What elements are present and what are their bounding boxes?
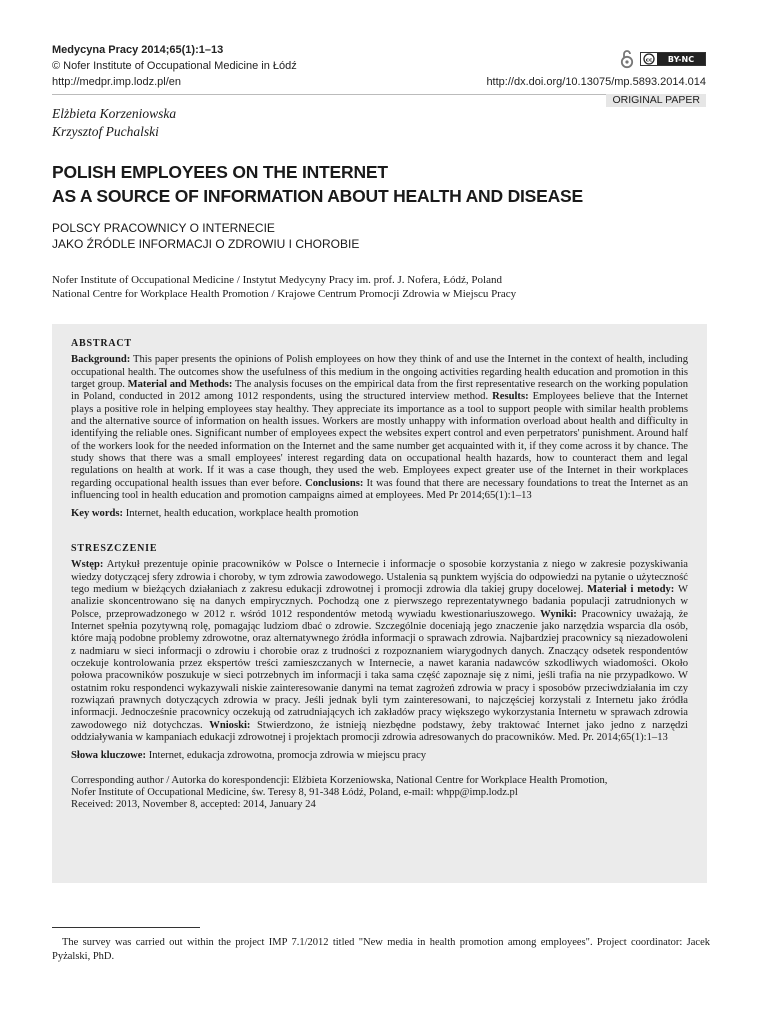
- slowa-kluczowe-label: Słowa kluczowe:: [71, 750, 147, 762]
- abstract-keywords: [71, 508, 688, 520]
- streszczenie-wnioski-text: Stwierdzono, że istnieją niezbędne podstawy, żeby traktować Internet jako jedno z narzędzi oddziaływania w kampaniach edukacji zdrowotnej i projektach promocji zdrowia adresowanych do pracowników. Med. Pr. 2014;65(1):1–13: [71, 719, 688, 743]
- svg-text:cc: cc: [645, 57, 653, 64]
- streszczenie-keywords: [71, 750, 688, 762]
- abstract-background-label: Background:: [71, 354, 131, 366]
- streszczenie-wstep-text: Artykuł prezentuje opinie pracowników w Polsce o Internecie i informacje o sposobie korzystania z niego w zakresie pozyskiwania wiedzy dotyczącej sfery zdrowia i choroby, w tym zdrowia zawodowego. Ustalenia są punktem wyjścia do odpowiedzi na pytanie o użyteczność tego medium w bieżących działaniach z zakresu edukacji zdrowotnej i promocji zdrowia dla takiej grupy docelowej.: [71, 559, 688, 595]
- abstract-methods-label: Material and Methods:: [127, 379, 233, 391]
- footnote-rule: [52, 927, 200, 928]
- received-dates: Received: 2013, November 8, accepted: 2014, January 24: [71, 799, 316, 811]
- article-type-label: ORIGINAL PAPER: [606, 94, 706, 107]
- correspondence-block: [71, 775, 688, 812]
- correspondence-line: Nofer Institute of Occupational Medicine, św. Teresy 8, 91-348 Łódź, Poland, e-mail: whpp@imp.lodz.pl: [71, 787, 518, 798]
- cc-by-nc-license-icon[interactable]: [640, 52, 706, 66]
- streszczenie-wnioski-label: Wnioski:: [209, 719, 251, 731]
- abstract-results-label: Results:: [492, 391, 529, 403]
- license-badge-label: BY-NC: [667, 55, 695, 64]
- author-name: Elżbieta Korzeniowska: [52, 106, 177, 121]
- affiliations: [52, 273, 516, 301]
- abstract-conclusions-text: It was found that there are necessary foundations to treat the Internet as an influencing tool in health education and promotion campaigns aimed at employees. Med Pr 2014;65(1):1–13: [71, 477, 688, 502]
- streszczenie-heading: STRESZCZENIE: [71, 542, 158, 554]
- title-line: POLISH EMPLOYEES ON THE INTERNET: [52, 162, 388, 182]
- license-header: [486, 48, 706, 90]
- affiliation-line: Nofer Institute of Occupational Medicine / Instytut Medycyny Pracy im. prof. J. Nofera, Łódź, Poland: [52, 274, 502, 286]
- keywords-label: Key words:: [71, 508, 124, 520]
- polish-title-line: JAKO ŹRÓDLE INFORMACJI O ZDROWIU I CHOROBIE: [52, 237, 360, 251]
- abstract-heading: ABSTRACT: [71, 338, 132, 349]
- journal-header: [52, 42, 297, 90]
- author-name: Krzysztof Puchalski: [52, 124, 159, 139]
- abstract-box: [52, 324, 707, 883]
- journal-url-link[interactable]: http://medpr.imp.lodz.pl/en: [52, 76, 182, 88]
- article-title: [52, 160, 712, 208]
- abstract-body: [71, 354, 688, 502]
- title-line: AS A SOURCE OF INFORMATION ABOUT HEALTH AND DISEASE: [52, 186, 584, 206]
- doi-link[interactable]: http://dx.doi.org/10.13075/mp.5893.2014.014: [486, 76, 706, 88]
- author-list: [52, 105, 176, 141]
- streszczenie-body: [71, 559, 688, 744]
- open-access-icon: [620, 49, 634, 69]
- streszczenie-wstep-label: Wstęp:: [71, 559, 104, 571]
- correspondence-line: Corresponding author / Autorka do korespondencji: Elżbieta Korzeniowska, National Centre for Workplace Health Promotion,: [71, 774, 608, 786]
- slowa-kluczowe-text: Internet, edukacja zdrowotna, promocja zdrowia w miejscu pracy: [146, 750, 427, 762]
- copyright-line: © Nofer Institute of Occupational Medicine in Łódź: [52, 60, 297, 72]
- streszczenie-wyniki-text: Pracownicy uważają, że Internet spełnia pozytywną rolę, pomagając ludziom dbać o zdrowie. Szczególnie doceniają jego znaczenie jako narzędzia wsparcia dla osób, które mają podobne problemy zdrowotne, oraz alternatywnego źródła informacji o sprawach zdrowia. Najbardziej pracownicy są niezadowoleni z nadmiaru w sieci informacji o zdrowiu i chorobie oraz z trudności z rozpoznaniem wiarygodnych danych. Znaczący odsetek respondentów oczekuje kontrolowania przez ekspertów treści zamieszczanych w Internecie, a nawet karania nadawców szkodliwych wiadomości. Około połowa pracowników poszukuje w sieci potrzebnych im informacji i taka sama część zapoznaje się z nimi, jeśli trafia na nie przypadkowo. W ostatnim roku respondenci wykazywali niskie zainteresowanie danymi na temat zagrożeń zdrowia w pracy i sposobów przeciwdziałania im czy rozwiązań prawnych dotyczących zdrowia w pracy. Jeśli jednak byli tym zainteresowani, to najczęściej korzystali z Internetu jako źródła informacji. Jednocześnie pracownicy oczekują od zatrudniających ich zakładów pracy większego wykorzystania Internetu w sprawach zdrowia zawodowego niż dotychczas.: [71, 608, 688, 731]
- streszczenie-metody-text: W analizie skoncentrowano się na danych empirycznych. Pochodzą one z pierwszego reprezentatywnego badania populacji zatrudnionych w Polsce, przeprowadzonego w 2012 r. wśród 1012 respondentów metodą wywiadu kwestionariuszowego.: [71, 583, 688, 620]
- affiliation-line: National Centre for Workplace Health Promotion / Krajowe Centrum Promocji Zdrowia w Miejscu Pracy: [52, 288, 517, 300]
- streszczenie-wyniki-label: Wyniki:: [540, 608, 577, 620]
- abstract-methods-text: The analysis focuses on the empirical data from the first representative research on the working population in Poland, conducted in 2012 among 1012 respondents, using the structured interview method.: [71, 379, 688, 403]
- abstract-results-text: Employees believe that the Internet plays a positive role in helping employees stay healthy. They appreciate its importance as a tool to support people with similar health problems and the alternative source of information on health issues. Workers are mostly unhappy with information overload about health and difficulty in identifying the reliable ones. Significant number of employees expect the websites expert control and even perpetrators' punishment. Around half of the workers look for the needed information on the Internet and the same number get acquainted with it, if they come across it by chance. The study shows that there was a small employees' interest regarding data on occupational health hazards, how to counteract them and legal regulations on health at work. If it was a case though, they used the web. Employees expect greater use of the Internet in their workplaces regarding occupational health issues than ever before.: [71, 391, 689, 489]
- journal-citation: Medycyna Pracy 2014;65(1):1–13: [52, 44, 224, 56]
- polish-title: [52, 220, 359, 252]
- keywords-text: Internet, health education, workplace health promotion: [123, 508, 359, 520]
- abstract-background-text: This paper presents the opinions of Polish employees on how they think of and use the Internet in the context of health, including occupational health. The outcomes show the usefulness of this medium in the ongoing activities regarding health education and promotion in this target group.: [71, 354, 688, 391]
- footnote: The survey was carried out within the project IMP 7.1/2012 titled "New media in health promotion among employees". Project coordinator: Jacek Pyżalski, PhD.: [52, 937, 710, 962]
- streszczenie-metody-label: Materiał i metody:: [587, 583, 675, 595]
- abstract-conclusions-label: Conclusions:: [305, 477, 364, 489]
- polish-title-line: POLSCY PRACOWNICY O INTERNECIE: [52, 221, 275, 235]
